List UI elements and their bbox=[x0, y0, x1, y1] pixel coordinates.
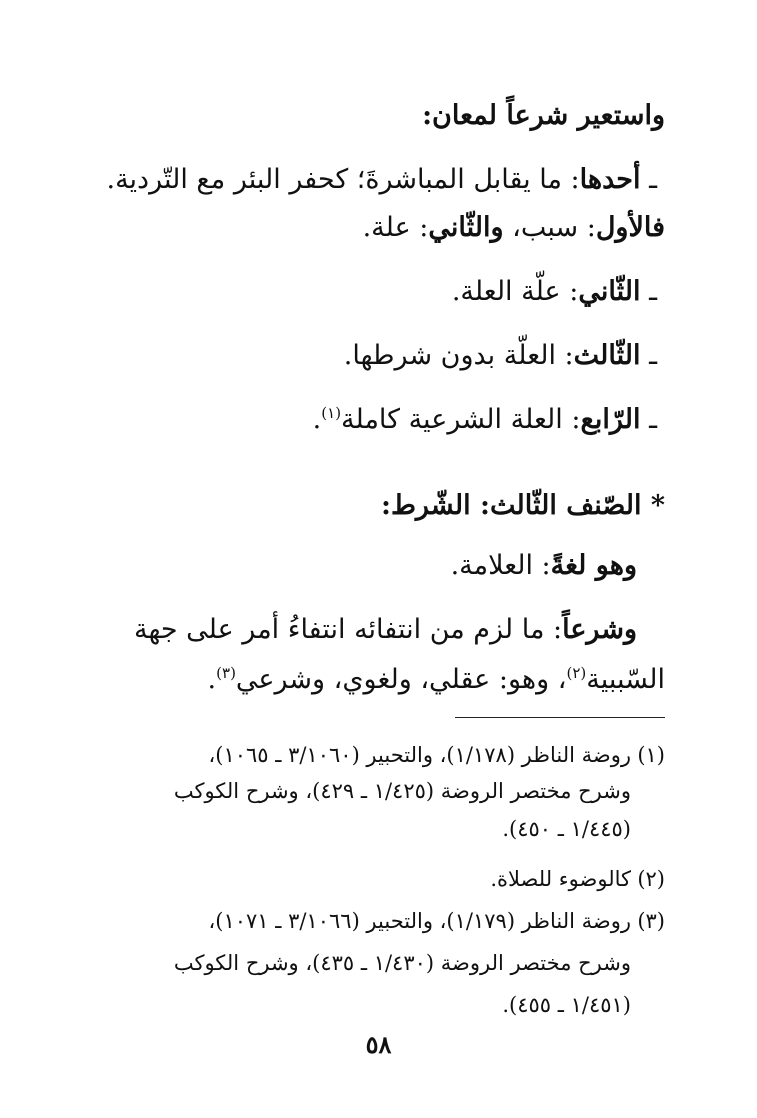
footnote-1-cont2 bbox=[80, 812, 665, 846]
heading-text: * الصّنف الثّالث: الشّرط: bbox=[380, 490, 665, 521]
term: والثّاني bbox=[428, 212, 504, 243]
term: وشرعاً bbox=[562, 614, 637, 645]
footnote-1 bbox=[80, 738, 665, 772]
item-first-line bbox=[80, 160, 657, 200]
technical-def-line bbox=[80, 610, 637, 650]
footnote-1-cont bbox=[80, 774, 665, 808]
definition: : ما يقابل المباشرةَ؛ كحفر البئر مع التّردية. bbox=[106, 164, 580, 195]
dash: ـ bbox=[649, 164, 657, 195]
footnote-text: (١/٤٥١ ـ ٤٥٥). bbox=[502, 993, 631, 1017]
dash: ـ bbox=[649, 404, 657, 435]
definition: : علة. bbox=[362, 212, 429, 243]
footnote-text: كالوضوء للصلاة. bbox=[490, 867, 631, 891]
text: السّببية bbox=[586, 664, 665, 695]
item-fourth-line bbox=[80, 400, 657, 440]
footnote-3 bbox=[80, 904, 665, 938]
footnote-separator bbox=[455, 717, 665, 718]
intro-line bbox=[80, 96, 665, 136]
page-number: ٥٨ bbox=[365, 1030, 392, 1059]
section-heading bbox=[80, 486, 665, 526]
text: ، وهو: عقلي، ولغوي، وشرعي bbox=[235, 664, 567, 695]
term: الثّاني bbox=[578, 276, 641, 307]
term: وهو لغةً bbox=[550, 550, 637, 581]
period: . bbox=[312, 404, 322, 435]
footnote-3-cont2 bbox=[80, 988, 665, 1022]
footnote-number: (٣) bbox=[637, 909, 665, 933]
dash: ـ bbox=[649, 340, 657, 371]
item-second-line bbox=[80, 272, 657, 312]
footnote-text: روضة الناظر (١/١٧٨)، والتحبير (٣/١٠٦٠ ـ ١٠٦٥)، bbox=[208, 743, 631, 767]
footnote-text: وشرح مختصر الروضة (١/٤٢٥ ـ ٤٢٩)، وشرح الكوكب bbox=[173, 779, 631, 803]
footnote-3-cont bbox=[80, 946, 665, 980]
footnote-number: (١) bbox=[637, 743, 665, 767]
footnote-ref-3[interactable]: (٣) bbox=[216, 664, 236, 682]
definition: : علّة العلة. bbox=[451, 276, 579, 307]
footnote-text: روضة الناظر (١/١٧٩)، والتحبير (٣/١٠٦٦ ـ ١٠٧١)، bbox=[208, 909, 631, 933]
footnote-text: (١/٤٤٥ ـ ٤٥٠). bbox=[502, 817, 631, 841]
definition: : العلامة. bbox=[450, 550, 551, 581]
footnote-2 bbox=[80, 862, 665, 896]
footnote-text: وشرح مختصر الروضة (١/٤٣٠ ـ ٤٣٥)، وشرح الكوكب bbox=[173, 951, 631, 975]
term: أحدها bbox=[579, 164, 641, 195]
item-third-line bbox=[80, 336, 657, 376]
footnote-number: (٢) bbox=[637, 867, 665, 891]
period: . bbox=[207, 664, 217, 695]
term: الرّابع bbox=[580, 404, 641, 435]
term: الثّالث bbox=[573, 340, 641, 371]
footnote-ref-2[interactable]: (٢) bbox=[566, 664, 587, 682]
definition: : ما لزم من انتفائه انتفاءُ أمر على جهة bbox=[133, 614, 563, 645]
term: فالأول bbox=[595, 212, 665, 243]
first-second-line bbox=[80, 208, 665, 248]
linguistic-def-line bbox=[80, 546, 637, 586]
intro-heading: واستعير شرعاً لمعان: bbox=[422, 100, 665, 131]
technical-def-cont bbox=[80, 660, 665, 700]
definition: : سبب، bbox=[503, 212, 596, 243]
definition: : العلة الشرعية كاملة bbox=[341, 404, 581, 435]
definition: : العلّة بدون شرطها. bbox=[343, 340, 574, 371]
dash: ـ bbox=[649, 276, 657, 307]
footnote-ref-1[interactable]: (١) bbox=[321, 404, 342, 422]
